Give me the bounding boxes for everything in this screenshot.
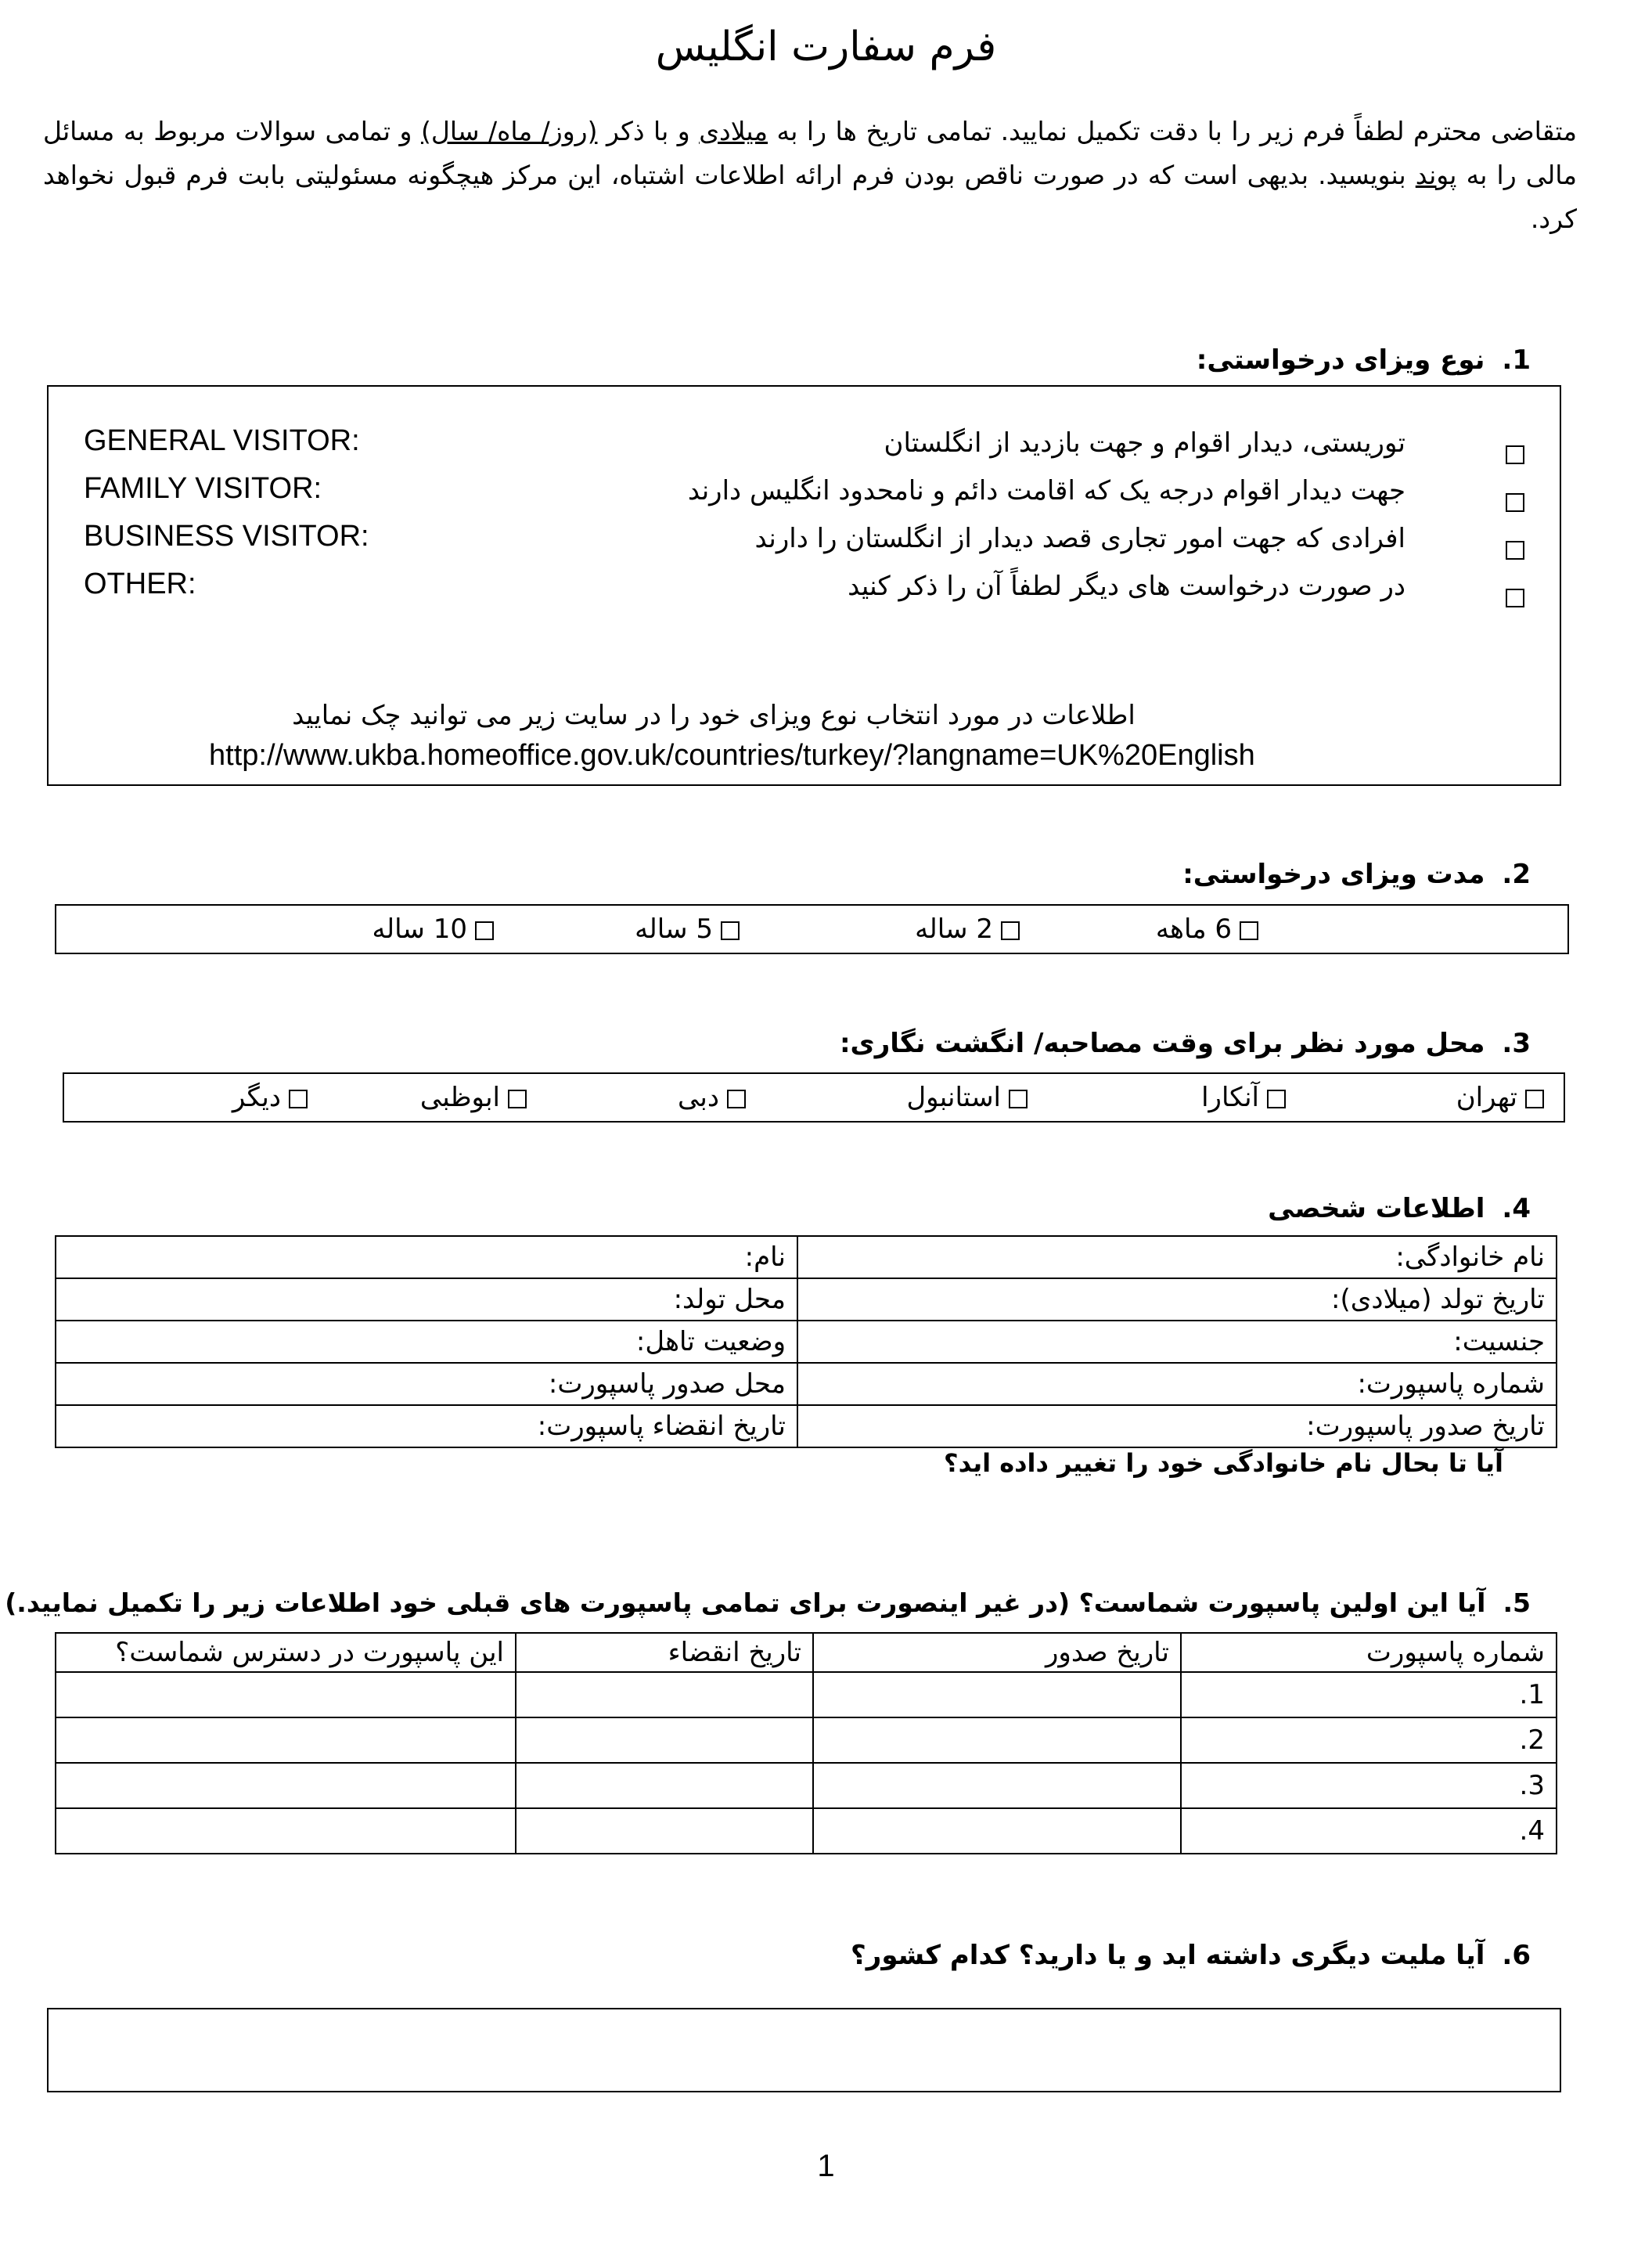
personal-info-row (56, 1363, 1557, 1405)
section6-number: 6. (1502, 1940, 1531, 1971)
location-tehran[interactable] (1456, 1082, 1544, 1113)
cell-expiry-date[interactable] (516, 1717, 813, 1763)
cell-issue-date[interactable] (813, 1808, 1181, 1854)
personal-info-row (56, 1321, 1557, 1363)
checkbox-icon[interactable] (1267, 1090, 1286, 1108)
location-label: دیگر (232, 1082, 281, 1113)
visa-type-english-family (84, 472, 322, 506)
section5-title: آیا این اولین پاسپورت شماست؟ (در غیر اینصورت برای تمامی پاسپورت های قبلی خود اطلاعات زیر را تکمیل نمایید.) (5, 1587, 1486, 1618)
location-other[interactable] (232, 1082, 308, 1113)
duration-label: 5 ساله (635, 914, 713, 945)
location-istanbul[interactable] (906, 1082, 1028, 1113)
section2-number: 2. (1502, 859, 1531, 890)
duration-6-months[interactable] (1156, 914, 1258, 945)
birth-place-field[interactable]: محل تولد: (56, 1278, 797, 1321)
section1-number: 1. (1502, 344, 1531, 376)
passport-expiry-date-field[interactable]: تاریخ انقضاء پاسپورت: (56, 1405, 797, 1447)
intro-text-4: بنویسید. بدیهی است که در صورت ناقص بودن فرم ارائه اطلاعات اشتباه، این مرکز هیچگونه مسئولیتی بابت فرم قبول نخواهد کرد. (43, 160, 1577, 234)
marital-status-field[interactable]: وضعیت تاهل: (56, 1321, 797, 1363)
english-label: BUSINESS VISITOR: (84, 520, 369, 553)
cell-available[interactable] (56, 1717, 516, 1763)
section4-title: اطلاعات شخصی (1268, 1193, 1485, 1224)
section2-title: مدت ویزای درخواستی: (1182, 859, 1485, 890)
previous-passports-table (55, 1632, 1557, 1854)
checkbox-icon[interactable] (1525, 1090, 1544, 1108)
checkbox-icon[interactable] (508, 1090, 527, 1108)
location-label: استانبول (906, 1082, 1001, 1113)
row-number[interactable]: 3. (1181, 1763, 1557, 1808)
passport-issue-date-field[interactable]: تاریخ صدور پاسپورت: (797, 1405, 1557, 1447)
checkbox-icon[interactable] (1506, 541, 1524, 560)
table-row (56, 1672, 1557, 1717)
intro-text-1: متقاضی محترم لطفاً فرم زیر را با دقت تکمیل نمایید. تمامی تاریخ ها را به (768, 116, 1577, 146)
passport-number-field[interactable]: شماره پاسپورت: (797, 1363, 1557, 1405)
visa-type-persian-family: جهت دیدار اقوام درجه یک که اقامت دائم و نامحدود انگلیس دارند (687, 475, 1405, 506)
passport-issue-place-field[interactable]: محل صدور پاسپورت: (56, 1363, 797, 1405)
personal-info-row (56, 1278, 1557, 1321)
section2-duration-box (55, 904, 1569, 954)
section3-heading (840, 1028, 1531, 1059)
birth-date-field[interactable]: تاریخ تولد (میلادی): (797, 1278, 1557, 1321)
english-label: OTHER: (84, 568, 196, 600)
checkbox-icon[interactable] (1240, 921, 1258, 940)
cell-available[interactable] (56, 1808, 516, 1854)
duration-label: 2 ساله (915, 914, 993, 945)
visa-type-family-checkbox[interactable] (1506, 485, 1524, 517)
duration-label: 10 ساله (372, 914, 467, 945)
visa-type-persian-general: توریستی، دیدار اقوام و جهت بازدید از انگلستان (884, 427, 1405, 459)
intro-underlined-gregorian: میلادی (699, 116, 768, 146)
visa-type-other-checkbox[interactable] (1506, 581, 1524, 612)
location-abudhabi[interactable] (420, 1082, 527, 1113)
english-label: FAMILY VISITOR: (84, 472, 322, 505)
visa-type-english-business (84, 520, 369, 553)
header-expiry-date: تاریخ انقضاء (516, 1633, 813, 1672)
row-number[interactable]: 2. (1181, 1717, 1557, 1763)
section4-heading (1268, 1193, 1531, 1224)
location-label: تهران (1456, 1082, 1517, 1113)
cell-expiry-date[interactable] (516, 1763, 813, 1808)
header-passport-number: شماره پاسپورت (1181, 1633, 1557, 1672)
checkbox-icon[interactable] (1009, 1090, 1028, 1108)
personal-info-row (56, 1236, 1557, 1278)
page-number: 1 (817, 2149, 835, 2183)
visa-type-general-checkbox[interactable] (1506, 438, 1524, 469)
checkbox-icon[interactable] (727, 1090, 746, 1108)
header-passport-available: این پاسپورت در دسترس شماست؟ (56, 1633, 516, 1672)
header-issue-date: تاریخ صدور (813, 1633, 1181, 1672)
duration-5-years[interactable] (635, 914, 740, 945)
intro-underlined-pound: پوند (1415, 160, 1457, 190)
intro-text-2: و با ذکر (597, 116, 700, 146)
passports-header-row (56, 1633, 1557, 1672)
section6-title: آیا ملیت دیگری داشته اید و یا دارید؟ کدام کشور؟ (851, 1940, 1485, 1971)
first-name-field[interactable]: نام: (56, 1236, 797, 1278)
english-label: GENERAL VISITOR: (84, 424, 360, 457)
section5-number: 5. (1503, 1587, 1531, 1618)
row-number[interactable]: 1. (1181, 1672, 1557, 1717)
section6-heading (851, 1940, 1531, 1971)
section2-heading (1182, 859, 1531, 890)
intro-text-3: و تمامی سوالات مربوط به مسائل مالی را به (43, 116, 1577, 190)
surname-field[interactable]: نام خانوادگی: (797, 1236, 1557, 1278)
location-label: دبی (678, 1082, 719, 1113)
personal-info-table (55, 1235, 1557, 1448)
visa-info-url[interactable]: http://www.ukba.homeoffice.gov.uk/countries/turkey/?langname=UK%20English (209, 739, 1255, 772)
section3-location-box (63, 1072, 1565, 1123)
section1-heading (1197, 344, 1531, 376)
table-row (56, 1808, 1557, 1854)
section1-title: نوع ویزای درخواستی: (1196, 344, 1485, 376)
duration-2-years[interactable] (915, 914, 1020, 945)
gender-field[interactable]: جنسیت: (797, 1321, 1557, 1363)
other-nationality-field[interactable] (47, 2008, 1561, 2092)
visa-type-english-general (84, 424, 360, 458)
personal-info-row (56, 1405, 1557, 1447)
cell-issue-date[interactable] (813, 1763, 1181, 1808)
cell-available[interactable] (56, 1672, 516, 1717)
intro-paragraph (43, 110, 1577, 241)
duration-10-years[interactable] (372, 914, 494, 945)
location-dubai[interactable] (678, 1082, 746, 1113)
checkbox-icon[interactable] (721, 921, 740, 940)
checkbox-icon[interactable] (1506, 589, 1524, 607)
section4-number: 4. (1502, 1193, 1531, 1224)
visa-type-english-other (84, 568, 196, 601)
section3-number: 3. (1502, 1028, 1531, 1059)
row-number[interactable]: 4. (1181, 1808, 1557, 1854)
visa-type-persian-business: افرادی که جهت امور تجاری قصد دیدار از انگلستان را دارند (754, 523, 1405, 554)
form-title: فرم سفارت انگلیس (655, 23, 997, 70)
location-label: آنکارا (1201, 1082, 1259, 1113)
section5-heading (5, 1587, 1531, 1618)
duration-label: 6 ماهه (1155, 914, 1232, 945)
cell-issue-date[interactable] (813, 1717, 1181, 1763)
visa-info-text: اطلاعات در مورد انتخاب نوع ویزای خود را در سایت زیر می توانید چک نمایید (292, 700, 1136, 731)
checkbox-icon[interactable] (475, 921, 494, 940)
cell-expiry-date[interactable] (516, 1672, 813, 1717)
table-row (56, 1717, 1557, 1763)
section3-title: محل مورد نظر برای وقت مصاحبه/ انگشت نگاری: (839, 1028, 1485, 1059)
cell-issue-date[interactable] (813, 1672, 1181, 1717)
visa-type-persian-other: در صورت درخواست های دیگر لطفاً آن را ذکر کنید (848, 571, 1405, 602)
checkbox-icon[interactable] (1506, 445, 1524, 464)
checkbox-icon[interactable] (289, 1090, 308, 1108)
location-ankara[interactable] (1201, 1082, 1286, 1113)
checkbox-icon[interactable] (1001, 921, 1020, 940)
table-row (56, 1763, 1557, 1808)
location-label: ابوظبی (419, 1082, 500, 1113)
cell-expiry-date[interactable] (516, 1808, 813, 1854)
section1-box (47, 385, 1561, 786)
visa-type-business-checkbox[interactable] (1506, 533, 1524, 564)
cell-available[interactable] (56, 1763, 516, 1808)
surname-change-question: آیا تا بحال نام خانوادگی خود را تغییر داده اید؟ (944, 1448, 1503, 1478)
checkbox-icon[interactable] (1506, 493, 1524, 512)
intro-underlined-date-format: (روز/ ماه/ سال) (420, 116, 598, 146)
